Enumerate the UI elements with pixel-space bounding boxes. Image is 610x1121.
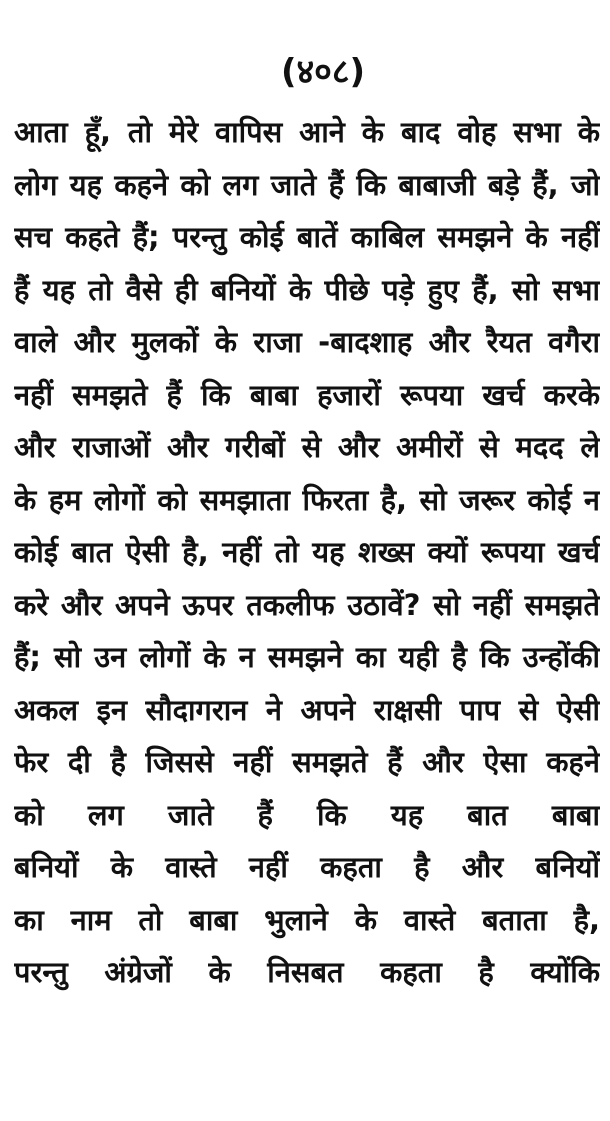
text-line: कोई बात ऐसी है, नहीं तो यह शख्स क्यों रूपया खर्च <box>14 535 600 569</box>
text-line: फेर दी है जिससे नहीं समझते हैं और ऐसा कहने <box>14 745 600 779</box>
text-line: हैं; सो उन लोगों के न समझने का यही है कि उन्होंकी <box>14 640 600 674</box>
body-text <box>14 106 600 999</box>
text-line: परन्तु अंग्रेजों के निसबत कहता है क्योंकि <box>14 955 600 989</box>
text-line: अकल इन सौदागरान ने अपने राक्षसी पाप से ऐसी <box>14 692 600 727</box>
text-line: के हम लोगों को समझाता फिरता है, सो जरूर कोई न <box>14 482 600 517</box>
text-line: सच कहते हैं; परन्तु कोई बातें काबिल समझने के नहीं <box>14 220 600 254</box>
text-line: और राजाओं और गरीबों से और अमीरों से मदद ले <box>14 430 600 464</box>
text-line: हैं यह तो वैसे ही बनियों के पीछे पड़े हुए हैं, सो सभा <box>14 272 600 307</box>
text-line: आता हूँ, तो मेरे वापिस आने के बाद वोह सभा के <box>14 115 600 149</box>
text-line: लोग यह कहने को लग जाते हैं कि बाबाजी बड़े हैं, जो <box>14 167 600 202</box>
text-line: का नाम तो बाबा भुलाने के वास्ते बताता है, <box>14 902 600 937</box>
text-line: बनियों के वास्ते नहीं कहता है और बनियों <box>14 850 600 884</box>
text-line: नहीं समझते हैं कि बाबा हजारों रूपया खर्च करके <box>14 377 600 412</box>
page-number: (४०८) <box>280 52 366 92</box>
text-line: वाले और मुलकों के राजा -बादशाह और रैयत वगैरा <box>14 325 600 359</box>
text-line: को लग जाते हैं कि यह बात बाबा <box>14 797 600 832</box>
text-line: करे और अपने ऊपर तकलीफ उठावें? सो नहीं समझते <box>14 587 600 622</box>
